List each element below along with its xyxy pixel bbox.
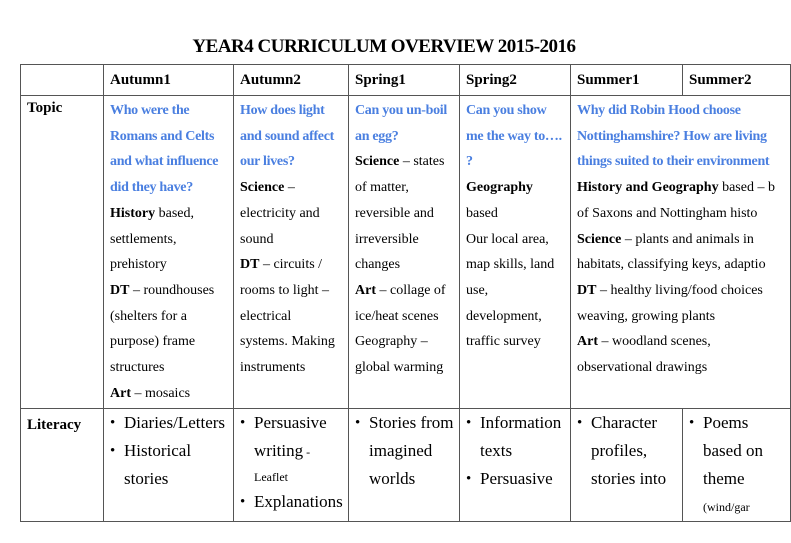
topic-text-line: Our local area, (466, 231, 549, 247)
topic-text-line: structures (110, 360, 165, 376)
literacy-summer2-cell (683, 409, 791, 522)
subject-label: Art (355, 282, 376, 298)
topic-text-line (355, 278, 459, 304)
header-spring2: Spring2 (460, 65, 571, 96)
topic-question-line: Romans and Celts (110, 128, 215, 144)
topic-text: – circuits / (259, 257, 323, 273)
subject-label: Geography (466, 180, 533, 196)
topic-row (21, 96, 791, 409)
topic-text-line: use, (466, 282, 489, 298)
topic-text-line: based (466, 205, 498, 221)
topic-text-line: weaving, growing plants (577, 308, 716, 324)
topic-text-line: prehistory (110, 257, 167, 273)
topic-summer-cell (571, 96, 791, 409)
literacy-spring1-cell (349, 409, 460, 522)
subject-label: Art (577, 334, 598, 350)
literacy-row (21, 409, 791, 522)
header-row (21, 65, 791, 96)
topic-text-line: observational drawings (577, 360, 708, 376)
topic-text-line: sound (240, 231, 274, 247)
subject-label: Art (110, 385, 131, 401)
topic-question-line: ? (466, 154, 473, 170)
list-text: writing (254, 441, 304, 461)
topic-text-line: (shelters for a (110, 308, 187, 324)
list-item: • Character (577, 409, 682, 437)
list-item-continuation: profiles, (591, 441, 648, 461)
topic-text-line: changes (355, 257, 401, 273)
topic-question-line: Can you show (466, 103, 547, 118)
topic-text-line: of matter, (355, 180, 409, 196)
topic-text: based, (155, 205, 194, 221)
topic-text-line: systems. Making (240, 334, 335, 350)
list-item: • Stories from (355, 409, 459, 437)
topic-text-line: reversible and (355, 205, 434, 221)
topic-question-line: our lives? (240, 154, 295, 170)
topic-text-line: traffic survey (466, 334, 541, 350)
header-autumn2: Autumn2 (234, 65, 349, 96)
topic-autumn2-cell (234, 96, 349, 409)
list-item-continuation: theme (703, 469, 745, 489)
topic-text-line: global warming (355, 360, 444, 376)
list-item-continuation: stories (124, 469, 169, 489)
subject-label: Science (577, 231, 622, 247)
topic-text-line: development, (466, 308, 542, 324)
topic-text-line (240, 252, 348, 278)
topic-text-line: settlements, (110, 231, 177, 247)
topic-question-line: Who were the (110, 103, 190, 118)
topic-text-line: of Saxons and Nottingham histo (577, 205, 758, 221)
topic-question-line: How does light (240, 103, 325, 118)
topic-question-line: me the way to…. (466, 128, 562, 144)
list-item-continuation: based on (703, 441, 763, 461)
subject-label: DT (110, 282, 130, 298)
topic-text: – plants and animals in (621, 231, 754, 247)
list-item: • Diaries/Letters (110, 409, 233, 437)
literacy-label: Literacy (21, 409, 104, 522)
topic-text-line (110, 278, 233, 304)
literacy-summer1-cell (571, 409, 683, 522)
topic-text-line (577, 175, 790, 201)
list-item-continuation (240, 437, 348, 466)
list-item: • Explanations (240, 488, 348, 516)
topic-question-line: Can you un-boil (355, 103, 447, 118)
topic-text-line: instruments (240, 360, 306, 376)
list-item-continuation: texts (480, 441, 513, 461)
list-item-continuation: (wind/gar (703, 500, 750, 515)
topic-text-line (110, 381, 233, 407)
topic-label: Topic (21, 96, 104, 409)
topic-text-line: purpose) frame (110, 334, 196, 350)
literacy-autumn1-cell (104, 409, 234, 522)
list-item: • Persuasive (466, 465, 570, 493)
header-summer1: Summer1 (571, 65, 683, 96)
list-item: • Persuasive (240, 409, 348, 437)
topic-text: – healthy living/food choices (596, 282, 763, 298)
header-summer2: Summer2 (683, 65, 791, 96)
topic-question-line: and what influence (110, 154, 219, 170)
list-item-continuation: imagined (369, 441, 433, 461)
subject-label: DT (577, 282, 597, 298)
literacy-autumn2-cell (234, 409, 349, 522)
topic-question-line: and sound affect (240, 128, 334, 144)
subject-label: History and Geography (577, 180, 719, 196)
topic-text-line: rooms to light – (240, 282, 330, 298)
topic-text-line (577, 329, 790, 355)
topic-text-line (240, 175, 348, 201)
page-title: YEAR4 CURRICULUM OVERVIEW 2015-2016 (192, 36, 576, 57)
curriculum-table (20, 64, 791, 522)
topic-text-line (577, 278, 790, 304)
topic-text: – states (399, 154, 445, 170)
subject-label: History (110, 205, 156, 221)
subject-label: Science (240, 180, 285, 196)
topic-question-line: did they have? (110, 180, 193, 196)
topic-text: – woodland scenes, (598, 334, 711, 350)
topic-text-line: map skills, land (466, 257, 555, 273)
list-item: • Information (466, 409, 570, 437)
header-spring1: Spring1 (349, 65, 460, 96)
topic-text-line: electrical (240, 308, 292, 324)
header-autumn1: Autumn1 (104, 65, 234, 96)
topic-text-line: irreversible (355, 231, 419, 247)
topic-text-line: habitats, classifying keys, adaptio (577, 257, 766, 273)
topic-spring1-cell (349, 96, 460, 409)
header-empty-cell (21, 65, 104, 96)
list-item: • Poems (689, 409, 790, 437)
topic-question-line: an egg? (355, 128, 399, 144)
subject-label: Science (355, 154, 400, 170)
list-item-continuation: worlds (369, 469, 416, 489)
topic-text-line (110, 201, 233, 227)
topic-text: based – b (718, 180, 775, 196)
topic-question-line: things suited to their environment (577, 154, 770, 170)
topic-text-line: electricity and (240, 205, 320, 221)
topic-autumn1-cell (104, 96, 234, 409)
topic-text-line (466, 175, 570, 201)
subject-label: DT (240, 257, 260, 273)
list-item-continuation: stories into (591, 469, 667, 489)
topic-text: – roundhouses (129, 282, 215, 298)
topic-spring2-cell (460, 96, 571, 409)
list-item: • Historical (110, 437, 233, 465)
list-text: - (303, 445, 311, 460)
topic-text: – mosaics (131, 385, 191, 401)
topic-question-line: Nottinghamshire? How are living (577, 128, 767, 144)
topic-text-line (355, 149, 459, 175)
topic-text-line (577, 227, 790, 253)
list-item-continuation: Leaflet (254, 470, 288, 485)
topic-text-line: ice/heat scenes (355, 308, 439, 324)
topic-text: – collage of (376, 282, 446, 298)
literacy-spring2-cell (460, 409, 571, 522)
topic-question-line: Why did Robin Hood choose (577, 103, 741, 118)
topic-text: – (284, 180, 295, 196)
topic-text-line: Geography – (355, 334, 428, 350)
